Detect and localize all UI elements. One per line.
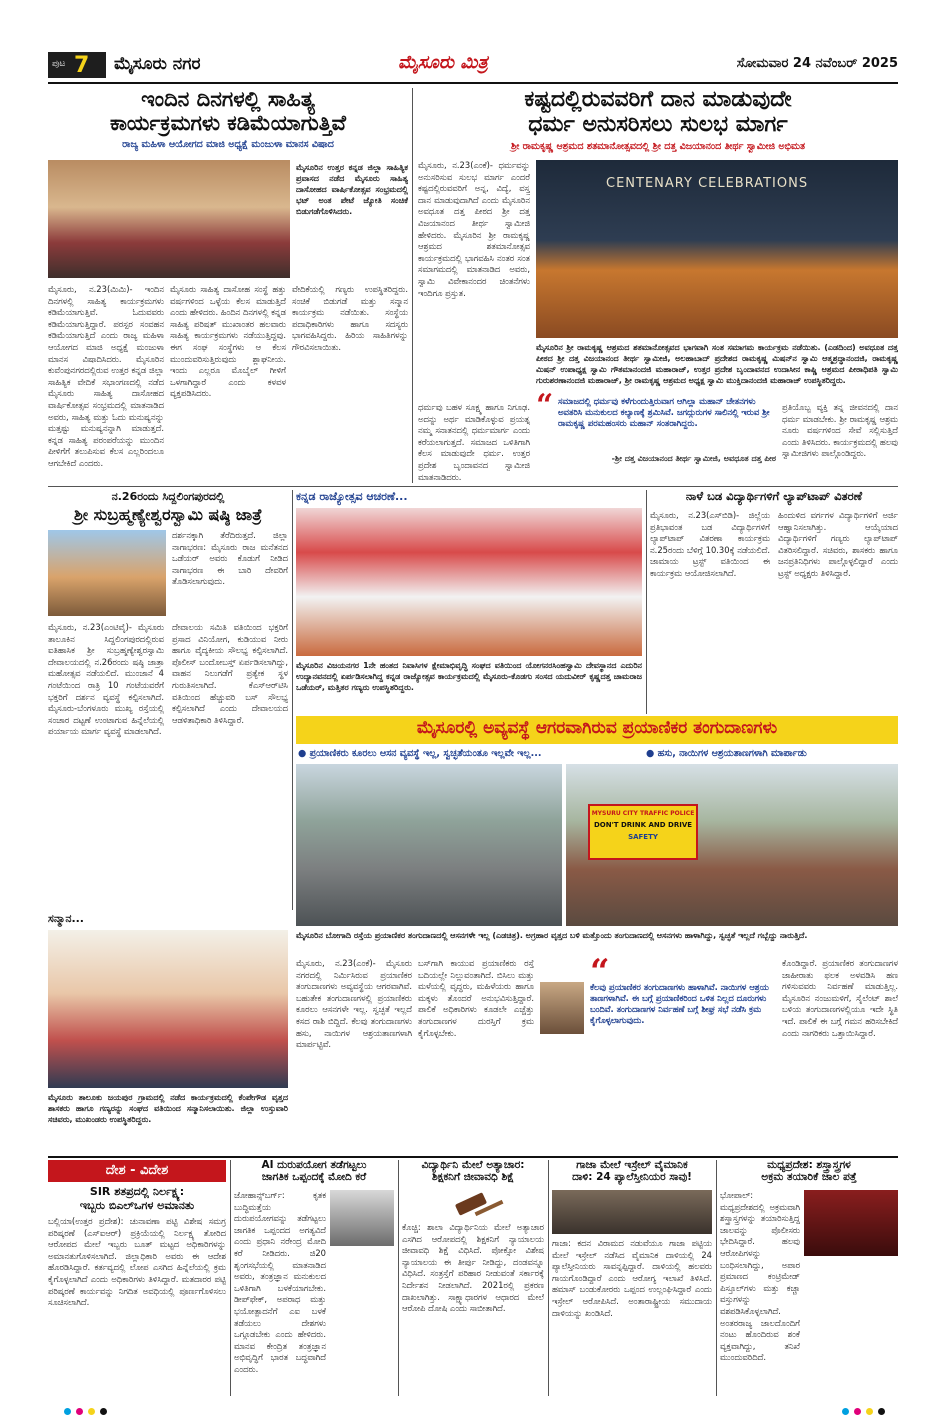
caption-bus-shelters: ಮೈಸೂರಿನ ಬೋಗಾದಿ ರಸ್ತೆಯ ಪ್ರಯಾಣಿಕರ ತಂಗುದಾಣದಲ್ಲಿ ಆಸನಗಳೇ ಇಲ್ಲ (ಎಡಚಿತ್ರ). ಅಗ್ರಹಾರ ವೃತ್ತದ ಬಳಿ ಮತ್ತೊಂದು ತಂಗುದಾಣದಲ್ಲಿ ಆಸನಗಳು ಹಾಳಾಗಿದ್ದು, ಸ್ವಚ್ಛತೆ ಇಲ್ಲದೆ ಗಬ್ಬೆದ್ದು ನಾರುತ್ತಿದೆ. — [296, 931, 808, 940]
sign-traffic-line3: SAFETY — [628, 833, 658, 841]
sign-traffic-police — [588, 804, 698, 860]
caption-felicitation: ಮೈಸೂರು ತಾಲೂಕು ಜಯಪುರ ಗ್ರಾಮದಲ್ಲಿ ನಡೆದ ಕಾರ್ಯಕ್ರಮದಲ್ಲಿ ಕೆಂಪೇಗೌಡ ವೃತ್ತದ ಶಾಸಕರು ಹಾಗೂ ಗಣ್ಯರನ್ನು ಸಂಘದ ವತಿಯಿಂದ ಸನ್ಮಾನಿಸಲಾಯಿತು. ಜಿಲ್ಲಾ ಉಸ್ತುವಾರಿ ಸಚಿವರು, ಮುಖಂಡರು ಉಪಸ್ಥಿತರಿದ್ದರು. — [48, 1093, 288, 1124]
caption-rajyotsava: ಮೈಸೂರಿನ ವಿಜಯನಗರ 1ನೇ ಹಂತದ ನಿವಾಸಿಗಳ ಕ್ಷೇಮಾಭಿವೃದ್ಧಿ ಸಂಘದ ವತಿಯಿಂದ ಯೋಗನರಸಿಂಹಸ್ವಾಮಿ ದೇವಸ್ಥಾನದ ಎದುರಿನ ಉದ್ಯಾನವನದಲ್ಲಿ ಏರ್ಪಡಿಸಲಾಗಿದ್ದ ಕನ್ನಡ ರಾಜ್ಯೋತ್ಸವ ಕಾರ್ಯಕ್ರಮದಲ್ಲಿ ಮೈಸೂರು-ಕೊಡಗು ಸಂಸದ ಯದುವೀರ್ ಕೃಷ್ಣದತ್ತ ಚಾಮರಾಜ ಒಡೆಯರ್, ಮತ್ತಿತರ ಗಣ್ಯರು ಉಪಸ್ಥಿತರಿದ್ದರು. — [296, 661, 642, 692]
gavel-icon — [456, 1194, 506, 1218]
brief-weapons — [720, 1160, 898, 1396]
issue-date: ಸೋಮವಾರ 24 ನವೆಂಬರ್ 2025 — [736, 56, 898, 71]
reg-mark-black — [100, 1408, 107, 1415]
body-temple-left: ಮೈಸೂರು, ನ.23(ಎಂಟಿವೈ)- ಮೈಸೂರು ತಾಲೂಕಿನ ಸಿದ್ದಲಿಂಗಪುರದಲ್ಲಿರುವ ಐತಿಹಾಸಿಕ ಶ್ರೀ ಸುಬ್ರಹ್ಮಣ್ಯೇಶ್ವರಸ್ವಾಮಿ ದೇವಾಲಯದಲ್ಲಿ ನ.26ರಂದು ಷಷ್ಠಿ ಜಾತ್ರಾ ಮಹೋತ್ಸವ ನಡೆಯಲಿದೆ. ಮುಂಜಾನೆ 4 ಗಂಟೆಯಿಂದ ರಾತ್ರಿ 10 ಗಂಟೆಯವರೆಗೆ ಭಕ್ತರಿಗೆ ದರ್ಶನ ವ್ಯವಸ್ಥೆ ಕಲ್ಪಿಸಲಾಗಿದೆ. ಮೈಸೂರು-ಬೆಂಗಳೂರು ಮುಖ್ಯ ರಸ್ತೆಯಲ್ಲಿ ಸಂಚಾರ ದಟ್ಟಣೆ ಉಂಟಾಗುವ ಹಿನ್ನೆಲೆಯಲ್ಲಿ ಪರ್ಯಾಯ ಮಾರ್ಗ ವ್ಯವಸ್ಥೆ ಮಾಡಲಾಗಿದೆ. — [48, 622, 164, 737]
headline-literature-2: ಕಾರ್ಯಕ್ರಮಗಳು ಕಡಿಮೆಯಾಗುತ್ತಿವೆ — [110, 110, 346, 135]
headline-weapons-1: ಮಧ್ಯಪ್ರದೇಶ: ಶಸ್ತ್ರಾಸ್ತ್ರಗಳ — [767, 1160, 851, 1171]
divider-v2 — [292, 490, 293, 910]
kicker-felicitation: ಸನ್ಮಾನ... — [48, 912, 84, 925]
page-label-box — [48, 52, 106, 78]
photo-official — [540, 982, 584, 1034]
body-literature-col3: ವೇದಿಕೆಯಲ್ಲಿ ಗಣ್ಯರು ಉಪಸ್ಥಿತರಿದ್ದರು. ಸಂಚಿಕೆ ಬಿಡುಗಡೆ ಮತ್ತು ಸನ್ಮಾನ ಕಾರ್ಯಕ್ರಮ ನಡೆಯಿತು. ಸಂಸ್ಥೆಯ ಪದಾಧಿಕಾರಿಗಳು ಹಾಗೂ ಸದಸ್ಯರು ಭಾಗವಹಿಸಿದ್ದರು. ಹಿರಿಯ ಸಾಹಿತಿಗಳನ್ನು ಗೌರವಿಸಲಾಯಿತು. — [292, 284, 408, 352]
headline-gaza-1: ಗಾಜಾ ಮೇಲೆ ಇಸ್ರೇಲ್ ವೈಮಾನಿಕ — [576, 1160, 688, 1171]
body-literature-col2: ಮೈಸೂರು ಸಾಹಿತ್ಯ ದಾಸೋಹ ಸಂಸ್ಥೆ ಹತ್ತು ವರ್ಷಗಳಿಂದ ಒಳ್ಳೆಯ ಕೆಲಸ ಮಾಡುತ್ತಿದೆ ಎಂದು ಹೇಳಿದರು. ಹಿಂದಿನ ದಿನಗಳಲ್ಲಿ ಕನ್ನಡ ಸಾಹಿತ್ಯ ಪರಿಷತ್ ಮುಖಾಂತರ ಹಲವಾರು ಸಾಹಿತ್ಯ ಕಾರ್ಯಕ್ರಮಗಳು ನಡೆಯುತ್ತಿದ್ದವು. ಈಗ ಸಂಘ ಸಂಸ್ಥೆಗಳು ಆ ಕೆಲಸ ಮುಂದುವರಿಸುತ್ತಿರುವುದು ಶ್ಲಾಘನೀಯ. ಇಂದು ಎಲ್ಲರೂ ಮೊಬೈಲ್ ಗೀಳಿಗೆ ಒಳಗಾಗಿದ್ದಾರೆ ಎಂದು ಕಳವಳ ವ್ಯಕ್ತಪಡಿಸಿದರು. — [170, 284, 286, 399]
headline-bus-shelters-band — [296, 716, 898, 744]
photo-modi — [330, 1190, 394, 1246]
divider-h1 — [48, 486, 898, 487]
section-title: ಮೈಸೂರು ನಗರ — [114, 54, 201, 74]
masthead — [48, 50, 898, 80]
photo-temple — [48, 530, 166, 616]
headline-ai-1: AI ದುರುಪಯೋಗ ತಡೆಗಟ್ಟಲು — [261, 1160, 367, 1171]
body-bus-col4: ಕೊಂಡಿದ್ದಾರೆ. ಪ್ರಯಾಣಿಕರ ತಂಗುದಾಣಗಳ ಜಾಹೀರಾತು ಫಲಕ ಅಳವಡಿಸಿ ಹಣ ಗಳಿಸುವವರು ನಿರ್ವಹಣೆ ಮಾಡುತ್ತಿಲ್ಲ. ಮೈಸೂರಿನ ನಂಜುಮಳಿಗೆ, ಸೈಲೆಂಟ್ ಶಾಲೆ ಬಳಿಯ ತಂಗುದಾಣಗಳಲ್ಲಿಯೂ ಇದೇ ಸ್ಥಿತಿ ಇದೆ. ಪಾಲಿಕೆ ಈ ಬಗ್ಗೆ ಗಮನ ಹರಿಸಬೇಕಿದೆ ಎಂದು ನಾಗರಿಕರು ಒತ್ತಾಯಿಸಿದ್ದಾರೆ. — [782, 958, 898, 1038]
section-ribbon-box — [48, 1160, 226, 1182]
page-label: ಪುಟ — [52, 59, 66, 69]
body-gaza: ಗಾಜಾ: ಕದನ ವಿರಾಮದ ನಡುವೆಯೂ ಗಾಜಾ ಪಟ್ಟಿಯ ಮೇಲೆ ಇಸ್ರೇಲ್ ನಡೆಸಿದ ವೈಮಾನಿಕ ದಾಳಿಯಲ್ಲಿ 24 ಪ್ಯಾಲೆಸ್ತೀನಿಯರು ಸಾವನ್ನಪ್ಪಿದ್ದಾರೆ. ದಾಳಿಯಲ್ಲಿ ಹಲವರು ಗಾಯಗೊಂಡಿದ್ದಾರೆ ಎಂದು ಆರೋಗ್ಯ ಇಲಾಖೆ ತಿಳಿಸಿದೆ. ಹಮಾಸ್ ಬಂಡುಕೋರರು ಒಪ್ಪಂದ ಉಲ್ಲಂಘಿಸಿದ್ದಾರೆ ಎಂದು ಇಸ್ರೇಲ್ ಆರೋಪಿಸಿದೆ. ಅಂತಾರಾಷ್ಟ್ರೀಯ ಸಮುದಾಯ ದಾಳಿಯನ್ನು ಖಂಡಿಸಿದೆ. — [552, 1238, 712, 1318]
quote-mark-bus-icon: “ — [590, 952, 610, 992]
photo-rajyotsava — [296, 508, 642, 656]
headline-bus-shelters: ಮೈಸೂರಲ್ಲಿ ಅವ್ಯವಸ್ಥೆ ಆಗರವಾಗಿರುವ ಪ್ರಯಾಣಿಕರ ತಂಗುದಾಣಗಳು — [416, 718, 778, 738]
quote-bus-box — [540, 952, 776, 1152]
headline-sir-1: SIR ಶತಪ್ರದಲ್ಲಿ ನಿರ್ಲಕ್ಷ್ಯ: — [89, 1185, 185, 1198]
brief-sir — [48, 1160, 226, 1396]
body-weapons: ಭೋಪಾಲ್: ಮಧ್ಯಪ್ರದೇಶದಲ್ಲಿ ಅಕ್ರಮವಾಗಿ ಶಸ್ತ್ರಾಸ್ತ್ರಗಳನ್ನು ತಯಾರಿಸುತ್ತಿದ್ದ ಜಾಲವನ್ನು ಪೊಲೀಸರು ಭೇದಿಸಿದ್ದಾರೆ. ಹಲವು ಆರೋಪಿಗಳನ್ನು ಬಂಧಿಸಲಾಗಿದ್ದು, ಅಪಾರ ಪ್ರಮಾಣದ ಕಂಟ್ರಿಮೇಡ್ ಪಿಸ್ತೂಲ್‌ಗಳು ಮತ್ತು ಕಚ್ಚಾ ವಸ್ತುಗಳನ್ನು ವಶಪಡಿಸಿಕೊಳ್ಳಲಾಗಿದೆ. ಅಂತರರಾಜ್ಯ ಜಾಲದೊಂದಿಗೆ ನಂಟು ಹೊಂದಿರುವ ಶಂಕೆ ವ್ಯಕ್ತವಾಗಿದ್ದು, ತನಿಖೆ ಮುಂದುವರಿದಿದೆ. — [720, 1190, 800, 1363]
reg-mark-magenta — [76, 1408, 83, 1415]
divider-v5 — [398, 1160, 399, 1396]
body-literature-col1: ಮೈಸೂರು, ನ.23(ಮಿಮಿ)- ಇಂದಿನ ದಿನಗಳಲ್ಲಿ ಸಾಹಿತ್ಯ ಕಾರ್ಯಕ್ರಮಗಳು ಕಡಿಮೆಯಾಗುತ್ತಿವೆ. ಓದುವವರು ಕಡಿಮೆಯಾಗುತ್ತಿದ್ದಾರೆ. ಪರಸ್ಪರ ಸಂವಹನ ಕಡಿಮೆಯಾಗುತ್ತಿದೆ ಎಂದು ರಾಜ್ಯ ಮಹಿಳಾ ಆಯೋಗದ ಮಾಜಿ ಅಧ್ಯಕ್ಷೆ ಮಂಜುಳಾ ಮಾನಸ ವಿಷಾದಿಸಿದರು. ಮೈಸೂರಿನ ಕುವೆಂಪುನಗರದಲ್ಲಿರುವ ಉತ್ತರ ಕನ್ನಡ ಜಿಲ್ಲಾ ಸಾಹಿತ್ಯಿಕ ವೇದಿಕೆ ಸಭಾಂಗಣದಲ್ಲಿ ನಡೆದ ಮೈಸೂರು ಸಾಹಿತ್ಯ ದಾಸೋಹದ ವಾರ್ಷಿಕೋತ್ಸವ ಸಂಭ್ರಮದಲ್ಲಿ ಮಾತನಾಡಿದ ಅವರು, ಸಾಹಿತ್ಯ ಮತ್ತು ಓದು ಮನುಷ್ಯನನ್ನು ಮತ್ತಷ್ಟು ಮನುಷ್ಯನನ್ನಾಗಿ ಮಾಡುತ್ತದೆ. ಕನ್ನಡ ಸಾಹಿತ್ಯ ಪರಂಪರೆಯನ್ನು ಮುಂದಿನ ಪೀಳಿಗೆಗೆ ತಲುಪಿಸುವ ಕೆಲಸ ಎಲ್ಲರಿಂದಲೂ ಆಗಬೇಕಿದೆ ಎಂದರು. — [48, 284, 164, 468]
subhead-bus-1-text: ಪ್ರಯಾಣಿಕರು ಕೂರಲು ಆಸನ ವ್ಯವಸ್ಥೆ ಇಲ್ಲ, ಸ್ವಚ್ಛತೆಯಂತೂ ಇಲ್ಲವೇ ಇಲ್ಲ... — [309, 748, 542, 759]
subhead-bus-2-text: ಹಸು, ನಾಯಿಗಳ ಆಶ್ರಯತಾಣಗಳಾಗಿ ಮಾರ್ಪಾಡು — [657, 748, 807, 759]
story-charity — [418, 88, 898, 483]
body-ai: ಜೋಹಾನ್ಸ್‌ಬರ್ಗ್: ಕೃತಕ ಬುದ್ಧಿಮತ್ತೆಯ ದುರುಪಯೋಗವನ್ನು ತಡೆಗಟ್ಟಲು ಜಾಗತಿಕ ಒಪ್ಪಂದದ ಅಗತ್ಯವಿದೆ ಎಂದು ಪ್ರಧಾನಿ ನರೇಂದ್ರ ಮೋದಿ ಕರೆ ನೀಡಿದರು. ಜಿ20 ಶೃಂಗಸಭೆಯಲ್ಲಿ ಮಾತನಾಡಿದ ಅವರು, ತಂತ್ರಜ್ಞಾನ ಮನುಕುಲದ ಒಳಿತಿಗಾಗಿ ಬಳಕೆಯಾಗಬೇಕು. ಡೀಪ್‌ಫೇಕ್, ಅಪರಾಧ ಮತ್ತು ಭಯೋತ್ಪಾದನೆಗೆ ಎಐ ಬಳಕೆ ತಡೆಯಲು ದೇಶಗಳು ಒಗ್ಗೂಡಬೇಕು ಎಂದು ಹೇಳಿದರು. ಮಾನವ ಕೇಂದ್ರಿತ ತಂತ್ರಜ್ಞಾನ ಅಭಿವೃದ್ಧಿಗೆ ಭಾರತ ಬದ್ಧವಾಗಿದೆ ಎಂದರು. — [234, 1190, 326, 1374]
page-number: 7 — [74, 53, 90, 78]
reg-mark-cyan-2 — [842, 1408, 849, 1415]
headline-laptop: ನಾಳೆ ಬಡ ವಿದ್ಯಾರ್ಥಿಗಳಿಗೆ ಲ್ಯಾಪ್‌ಟಾಪ್ ವಿತರಣೆ — [685, 490, 863, 503]
headline-ai-2: ಜಾಗತಿಕ ಒಪ್ಪಂದಕ್ಕೆ ಮೋದಿ ಕರೆ — [261, 1170, 367, 1183]
quote-charity: ಸಮಾಜದಲ್ಲಿ ಧರ್ಮವು ಕಳೆಗುಂದುತ್ತಿರುವಾಗ ಆಗಿಲ್ಲಾ ಮಹಾನ್ ಚೇತನಗಳು ಅವತರಿಸಿ ಮನುಕುಲದ ಕಲ್ಯಾಣಕ್ಕೆ ಶ್ರಮಿಸಿವೆ. ಜಗದ್ಗುರುಗಳ ಸಾಲಿನಲ್ಲಿ ಇರುವ ಶ್ರೀ ರಾಮಕೃಷ್ಣ ಪರಮಹಂಸರು ಮಹಾನ್ ಸಂತರಾಗಿದ್ದರು. — [558, 396, 770, 428]
section-ribbon: ದೇಶ - ವಿದೇಶ — [105, 1163, 169, 1178]
photo-centenary — [536, 160, 898, 338]
photo-gaza — [552, 1190, 712, 1234]
brief-gaza — [552, 1160, 712, 1396]
caption-centenary: ಮೈಸೂರಿನ ಶ್ರೀ ರಾಮಕೃಷ್ಣ ಆಶ್ರಮದ ಶತಮಾನೋತ್ಸವದ ಭಾಗವಾಗಿ ಸಂತ ಸಮಾಗಮ ಕಾರ್ಯಕ್ರಮ ನಡೆಯಿತು. (ಎಡದಿಂದ) ಅವಧೂತ ದತ್ತ ಪೀಠದ ಶ್ರೀ ದತ್ತ ವಿಜಯಾನಂದ ತೀರ್ಥ ಸ್ವಾಮೀಜಿ, ಅಲಹಾಬಾದ್ ಪ್ರದೇಶದ ರಾಮಕೃಷ್ಣ ಮಿಷನ್‌ನ ಸ್ವಾಮಿ ಆತ್ಮಶ್ರದ್ಧಾನಂದಜಿ, ರಾಮಕೃಷ್ಣ ಮಿಷನ್ ಉಪಾಧ್ಯಕ್ಷ ಸ್ವಾಮಿ ಗೌತಮಾನಂದಜಿ ಮಹಾರಾಜ್, ಉತ್ತರ ಪ್ರದೇಶ ಬೃಂದಾವನದ ಉದಾಸೀನ ಕಾಷ್ಣಿ ಆಶ್ರಮದ ಪೀಠಾಧಿಪತಿ ಸ್ವಾಮಿ ಗುರುಶರಣಾನಂದಜಿ ಮಹಾರಾಜ್, ಶ್ರೀ ರಾಮಕೃಷ್ಣ ಆಶ್ರಮದ ಅಧ್ಯಕ್ಷ ಸ್ವಾಮಿ ಮುಕ್ತಿದಾನಂದಜಿ ಮಹಾರಾಜ್ ಉಪಸ್ಥಿತರಿದ್ದರು. — [536, 343, 898, 385]
body-charity-bottom-2: ಪ್ರತಿಯೊಬ್ಬ ವ್ಯಕ್ತಿ ತನ್ನ ಜೀವನದಲ್ಲಿ ದಾನ ಧರ್ಮ ಮಾಡಬೇಕು. ಶ್ರೀ ರಾಮಕೃಷ್ಣ ಆಶ್ರಮ ನೂರು ವರ್ಷಗಳಿಂದ ಸೇವೆ ಸಲ್ಲಿಸುತ್ತಿದೆ ಎಂದು ತಿಳಿಸಿದರು. ಕಾರ್ಯಕ್ರಮದಲ್ಲಿ ಹಲವು ಸ್ವಾಮೀಜಿಗಳು ಪಾಲ್ಗೊಂಡಿದ್ದರು. — [782, 402, 898, 459]
reg-mark-yellow-2 — [866, 1408, 873, 1415]
headline-sir-2: ಇಬ್ಬರು ಬಿಎಲ್‌ಒಗಳ ಅಮಾನತು — [79, 1199, 195, 1212]
divider-v6 — [548, 1160, 549, 1396]
subhead-bus-shelters-1: ● ಪ್ರಯಾಣಿಕರು ಕೂರಲು ಆಸನ ವ್ಯವಸ್ಥೆ ಇಲ್ಲ, ಸ್ವಚ್ಛತೆಯಂತೂ ಇಲ್ಲವೇ ಇಲ್ಲ... — [298, 748, 542, 759]
body-sir: ಬಲ್ಲಿಯಾ(ಉತ್ತರ ಪ್ರದೇಶ): ಚುನಾವಣಾ ಪಟ್ಟಿ ವಿಶೇಷ ಸಮಗ್ರ ಪರಿಷ್ಕರಣೆ (ಎಸ್‌ಐಆರ್) ಪ್ರಕ್ರಿಯೆಯಲ್ಲಿ ನಿರ್ಲಕ್ಷ್ಯ ತೋರಿದ ಆರೋಪದ ಮೇಲೆ ಇಬ್ಬರು ಬೂತ್ ಮಟ್ಟದ ಅಧಿಕಾರಿಗಳನ್ನು ಅಮಾನತುಗೊಳಿಸಲಾಗಿದೆ. ಜಿಲ್ಲಾಧಿಕಾರಿ ಅವರು ಈ ಆದೇಶ ಹೊರಡಿಸಿದ್ದಾರೆ. ಕರ್ತವ್ಯದಲ್ಲಿ ಲೋಪ ಎಸಗಿದ ಹಿನ್ನೆಲೆಯಲ್ಲಿ ಕ್ರಮ ಕೈಗೊಳ್ಳಲಾಗಿದೆ ಎಂದು ಅಧಿಕಾರಿಗಳು ತಿಳಿಸಿದ್ದಾರೆ. ಮತದಾರರ ಪಟ್ಟಿ ಪರಿಷ್ಕರಣೆ ಕಾರ್ಯವನ್ನು ನಿಗದಿತ ಅವಧಿಯಲ್ಲಿ ಪೂರ್ಣಗೊಳಿಸಲು ಸೂಚಿಸಲಾಗಿದೆ. — [48, 1216, 226, 1308]
story-felicitation — [48, 912, 288, 1152]
sign-traffic-line2: DON'T DRINK AND DRIVE — [593, 821, 693, 829]
divider-h2 — [48, 1156, 898, 1158]
headline-temple: ಶ್ರೀ ಸುಬ್ರಹ್ಮಣ್ಯೇಶ್ವರಸ್ವಾಮಿ ಷಷ್ಠಿ ಜಾತ್ರೆ — [74, 505, 262, 524]
divider-v3 — [646, 490, 647, 714]
body-temple-mid: ದೇವಾಲಯ ಸಮಿತಿ ವತಿಯಿಂದ ಭಕ್ತರಿಗೆ ಪ್ರಸಾದ ವಿನಿಯೋಗ, ಕುಡಿಯುವ ನೀರು ಹಾಗೂ ವೈದ್ಯಕೀಯ ಸೌಲಭ್ಯ ಕಲ್ಪಿಸಲಾಗಿದೆ. ಪೊಲೀಸ್ ಬಂದೋಬಸ್ತ್ ಏರ್ಪಡಿಸಲಾಗಿದ್ದು, ವಾಹನ ನಿಲುಗಡೆಗೆ ಪ್ರತ್ಯೇಕ ಸ್ಥಳ ಗುರುತಿಸಲಾಗಿದೆ. ಕೆಎಸ್‌ಆರ್‌ಟಿಸಿ ವತಿಯಿಂದ ಹೆಚ್ಚುವರಿ ಬಸ್ ಸೌಲಭ್ಯ ಕಲ್ಪಿಸಲಾಗಿದೆ ಎಂದು ದೇವಾಲಯದ ಆಡಳಿತಾಧಿಕಾರಿ ತಿಳಿಸಿದ್ದಾರೆ. — [172, 622, 288, 725]
story-bus-shelters — [296, 716, 898, 1152]
reg-mark-magenta-2 — [854, 1408, 861, 1415]
masthead-rule — [48, 82, 898, 84]
reg-mark-cyan — [64, 1408, 71, 1415]
photo-book-release — [48, 160, 290, 278]
brief-court — [402, 1160, 544, 1396]
subhead-literature: ರಾಜ್ಯ ಮಹಿಳಾ ಆಯೋಗದ ಮಾಜಿ ಅಧ್ಯಕ್ಷೆ ಮಂಜುಳಾ ಮಾನಸ ವಿಷಾದ — [122, 139, 334, 151]
headline-charity-1: ಕಷ್ಟದಲ್ಲಿರುವವರಿಗೆ ದಾನ ಮಾಡುವುದೇ — [524, 88, 792, 112]
headline-court-1: ವಿದ್ಯಾರ್ಥಿನಿ ಮೇಲೆ ಅತ್ಯಾಚಾರ: — [421, 1160, 525, 1171]
quote-bus: ಕೆಲವು ಪ್ರಯಾಣಿಕರ ತಂಗುದಾಣಗಳು ಹಾಳಾಗಿವೆ. ನಾಯಿಗಳ ಆಶ್ರಯ ತಾಣಗಳಾಗಿವೆ. ಈ ಬಗ್ಗೆ ಪ್ರಯಾಣಿಕರಿಂದ ಒಳಿತ ನಿಲ್ಲದ ದೂರುಗಳು ಬಂದಿವೆ. ತಂಗುದಾಣಗಳ ನಿರ್ವಹಣೆ ಬಗ್ಗೆ ಶೀಘ್ರ ಸಭೆ ನಡೆಸಿ ಕ್ರಮ ಕೈಗೊಳ್ಳಲಾಗುವುದು. — [590, 982, 769, 1025]
body-laptop-col1: ಮೈಸೂರು, ನ.23(ಎಸ್‌ಬಿಡಿ)- ಜಿಲ್ಲೆಯ ಪ್ರತಿಭಾವಂತ ಬಡ ವಿದ್ಯಾರ್ಥಿಗಳಿಗೆ ಲ್ಯಾಪ್‌ಟಾಪ್ ವಿತರಣಾ ಕಾರ್ಯಕ್ರಮ ನ.25ರಂದು ಬೆಳಿಗ್ಗೆ 10.30ಕ್ಕೆ ನಡೆಯಲಿದೆ. ಜಾಮಾಯ ಟ್ರಸ್ಟ್ ವತಿಯಿಂದ ಈ ಕಾರ್ಯಕ್ರಮ ಆಯೋಜಿಸಲಾಗಿದೆ. — [650, 510, 770, 578]
headline-charity-2: ಧರ್ಮ ಅನುಸರಿಸಲು ಸುಲಭ ಮಾರ್ಗ — [528, 111, 788, 137]
body-laptop-col2: ಹಿಂದುಳಿದ ವರ್ಗಗಳ ವಿದ್ಯಾರ್ಥಿಗಳಿಗೆ ಅರ್ಜಿ ಆಹ್ವಾನಿಸಲಾಗಿತ್ತು. ಆಯ್ಕೆಯಾದ ವಿದ್ಯಾರ್ಥಿಗಳಿಗೆ ಗಣ್ಯರು ಲ್ಯಾಪ್‌ಟಾಪ್ ವಿತರಿಸಲಿದ್ದಾರೆ. ಸಚಿವರು, ಶಾಸಕರು ಹಾಗೂ ಜನಪ್ರತಿನಿಧಿಗಳು ಪಾಲ್ಗೊಳ್ಳಲಿದ್ದಾರೆ ಎಂದು ಟ್ರಸ್ಟ್ ಅಧ್ಯಕ್ಷರು ತಿಳಿಸಿದ್ದಾರೆ. — [778, 510, 898, 578]
body-court: ಕೊಚ್ಚಿ: ಶಾಲಾ ವಿದ್ಯಾರ್ಥಿನಿಯ ಮೇಲೆ ಅತ್ಯಾಚಾರ ಎಸಗಿದ ಆರೋಪದಲ್ಲಿ ಶಿಕ್ಷಕನಿಗೆ ನ್ಯಾಯಾಲಯ ಜೀವಾವಧಿ ಶಿಕ್ಷೆ ವಿಧಿಸಿದೆ. ಪೋಕ್ಸೋ ವಿಶೇಷ ನ್ಯಾಯಾಲಯ ಈ ತೀರ್ಪು ನೀಡಿದ್ದು, ದಂಡವನ್ನೂ ವಿಧಿಸಿದೆ. ಸಂತ್ರಸ್ತೆಗೆ ಪರಿಹಾರ ನೀಡುವಂತೆ ಸರ್ಕಾರಕ್ಕೆ ನಿರ್ದೇಶನ ನೀಡಲಾಗಿದೆ. 2021ರಲ್ಲಿ ಪ್ರಕರಣ ದಾಖಲಾಗಿತ್ತು. ಸಾಕ್ಷ್ಯಾಧಾರಗಳ ಆಧಾರದ ಮೇಲೆ ಆರೋಪಿ ದೋಷಿ ಎಂದು ಸಾಬೀತಾಗಿದೆ. — [402, 1222, 544, 1314]
headline-weapons-2: ಅಕ್ರಮ ತಯಾರಿಕೆ ಜಾಲ ಪತ್ತೆ — [761, 1170, 857, 1183]
photo-weapons — [804, 1190, 898, 1256]
body-bus-col1: ಮೈಸೂರು, ನ.23(ಎಂಕೆ)- ಮೈಸೂರು ನಗರದಲ್ಲಿ ನಿರ್ಮಿಸಿರುವ ಪ್ರಯಾಣಿಕರ ತಂಗುದಾಣಗಳು ಅವ್ಯವಸ್ಥೆಯ ಆಗರವಾಗಿವೆ. ಬಹುತೇಕ ತಂಗುದಾಣಗಳಲ್ಲಿ ಪ್ರಯಾಣಿಕರು ಕೂರಲು ಆಸನಗಳೇ ಇಲ್ಲ. ಸ್ವಚ್ಛತೆ ಇಲ್ಲದೆ ಕಸದ ರಾಶಿ ಬಿದ್ದಿದೆ. ಕೆಲವು ತಂಗುದಾಣಗಳು ಹಸು, ನಾಯಿಗಳ ಆಶ್ರಯತಾಣಗಳಾಗಿ ಮಾರ್ಪಟ್ಟಿವೆ. — [296, 958, 412, 1050]
quote-charity-box — [536, 388, 776, 454]
caption-book-release: ಮೈಸೂರಿನ ಉತ್ತರ ಕನ್ನಡ ಜಿಲ್ಲಾ ಸಾಹಿತ್ಯಿಕ ಪ್ರವಾಸದ ನಡೆದ ಮೈಸೂರು ಸಾಹಿತ್ಯ ದಾಸೋಹದ ವಾರ್ಷಿಕೋತ್ಸವ ಸಂಭ್ರಮದಲ್ಲಿ ಭಟ್ ಅಂತ ಪೇಟೆ ಜ್ಯೋತಿ ಸಂಚಿಕೆ ಬಿಡುಗಡೆಗೊಳಿಸಿದರು. — [296, 163, 408, 216]
body-temple-right: ದರ್ಶನಕ್ಕಾಗಿ ತೆರೆದಿರುತ್ತದೆ. ಜಿಲ್ಲಾ ನಾಗಾಭರಣ: ಮೈಸೂರು ರಾಜ ಮನೆತನದ ಒಡೆಯರ್ ಅವರು ಕೊಡುಗೆ ನೀಡಿದ ನಾಗಾಭರಣ ಈ ಬಾರಿ ದೇವರಿಗೆ ತೊಡಿಸಲಾಗುವುದು. — [172, 530, 288, 587]
photo-shelter-road — [296, 764, 562, 926]
story-literature — [48, 88, 408, 483]
kicker-rajyotsava: ಕನ್ನಡ ರಾಜ್ಯೋತ್ಸವ ಆಚರಣೆ... — [296, 490, 408, 503]
quote-mark-icon: “ — [536, 388, 554, 423]
story-laptop — [650, 490, 898, 714]
body-bus-col2: ಬಸ್‌ಗಾಗಿ ಕಾಯುವ ಪ್ರಯಾಣಿಕರು ರಸ್ತೆ ಬದಿಯಲ್ಲೇ ನಿಲ್ಲುವಂತಾಗಿದೆ. ಬಿಸಿಲು ಮತ್ತು ಮಳೆಯಲ್ಲಿ ವೃದ್ಧರು, ಮಹಿಳೆಯರು ಹಾಗೂ ಮಕ್ಕಳು ತೊಂದರೆ ಅನುಭವಿಸುತ್ತಿದ್ದಾರೆ. ಪಾಲಿಕೆ ಅಧಿಕಾರಿಗಳು ಕೂಡಲೇ ಎಚ್ಚೆತ್ತು ತಂಗುದಾಣಗಳ ದುರಸ್ತಿಗೆ ಕ್ರಮ ಕೈಗೊಳ್ಳಬೇಕು. — [418, 958, 534, 1038]
story-rajyotsava — [296, 490, 642, 714]
kicker-temple: ನ.26ರಂದು ಸಿದ್ದಲಿಂಗಪುರದಲ್ಲಿ — [111, 490, 225, 503]
headline-court-2: ಶಿಕ್ಷಕನಿಗೆ ಜೀವಾವಧಿ ಶಿಕ್ಷೆ — [432, 1170, 514, 1183]
brief-ai — [234, 1160, 394, 1396]
photo-shelter-broken — [566, 764, 898, 926]
body-charity-left: ಮೈಸೂರು, ನ.23(ಎಂಕೆ)- ಧರ್ಮವನ್ನು ಅನುಸರಿಸುವ ಸುಲಭ ಮಾರ್ಗ ಎಂದರೆ ಕಷ್ಟದಲ್ಲಿರುವವರಿಗೆ ಅನ್ನ, ವಿದ್ಯೆ, ವಸ್ತ್ರ ದಾನ ಮಾಡುವುದಾಗಿದೆ ಎಂದು ಮೈಸೂರಿನ ಅವಧೂತ ದತ್ತ ಪೀಠದ ಶ್ರೀ ದತ್ತ ವಿಜಯಾನಂದ ತೀರ್ಥ ಸ್ವಾಮೀಜಿ ಹೇಳಿದರು. ಮೈಸೂರಿನ ಶ್ರೀ ರಾಮಕೃಷ್ಣ ಆಶ್ರಮದ ಶತಮಾನೋತ್ಸವ ಕಾರ್ಯಕ್ರಮದಲ್ಲಿ ಭಾಗವಹಿಸಿ ನಂತರ ಸಂತ ಸಮಾಗಮದಲ್ಲಿ ಮಾತನಾಡಿದ ಅವರು, ಸ್ವಾಮಿ ವಿವೇಕಾನಂದರ ಚಿಂತನೆಗಳು ಇಂದಿಗೂ ಪ್ರಸ್ತುತ. — [418, 160, 530, 298]
headline-literature-1: ಇಂದಿನ ದಿನಗಳಲ್ಲಿ ಸಾಹಿತ್ಯ — [141, 88, 315, 111]
reg-mark-black-2 — [878, 1408, 885, 1415]
quote-attribution: -ಶ್ರೀ ದತ್ತ ವಿಜಯಾನಂದ ತೀರ್ಥ ಸ್ವಾಮೀಜಿ, ಅವಧೂತ ದತ್ತ ಪೀಠ — [611, 454, 776, 463]
photo-felicitation — [48, 930, 288, 1088]
divider-v4 — [230, 1160, 231, 1396]
subhead-bus-shelters-2: ● ಹಸು, ನಾಯಿಗಳ ಆಶ್ರಯತಾಣಗಳಾಗಿ ಮಾರ್ಪಾಡು — [646, 748, 807, 759]
divider-v7 — [716, 1160, 717, 1396]
divider-v1 — [412, 88, 413, 483]
headline-gaza-2: ದಾಳಿ: 24 ಪ್ಯಾಲೆಸ್ತೀನಿಯರ ಸಾವು! — [572, 1170, 692, 1183]
paper-name: ಮೈಸೂರು ಮಿತ್ರ — [398, 52, 488, 73]
story-temple-fair — [48, 490, 288, 910]
subhead-charity: ಶ್ರೀ ರಾಮಕೃಷ್ಣ ಆಶ್ರಮದ ಶತಮಾನೋತ್ಸವದಲ್ಲಿ ಶ್ರೀ ದತ್ತ ವಿಜಯಾನಂದ ತೀರ್ಥ ಸ್ವಾಮೀಜಿ ಅಭಿಮತ — [510, 141, 806, 153]
photo-banner-text: CENTENARY CELEBRATIONS — [606, 176, 809, 191]
body-charity-bottom-1: ಧರ್ಮವು ಬಹಳ ಸೂಕ್ಷ್ಮ ಹಾಗೂ ನಿಗೂಢ. ಅದನ್ನು ಅರ್ಥ ಮಾಡಿಕೊಳ್ಳುವ ಪ್ರಯತ್ನ ನಮ್ಮ ಸನಾತನದಲ್ಲಿ ಧರ್ಮಮಾರ್ಗ ಎಂದು ಕರೆಯಲಾಗುತ್ತದೆ. ಸಮಾಜದ ಒಳಿತಿಗಾಗಿ ಕೆಲಸ ಮಾಡುವುದೇ ಧರ್ಮ. ಉತ್ತರ ಪ್ರದೇಶ ಬೃಂದಾವನದ ಸ್ವಾಮೀಜಿ ಮಾತನಾಡಿದರು. — [418, 402, 530, 482]
sign-traffic-line1: MYSURU CITY TRAFFIC POLICE — [591, 810, 695, 817]
reg-mark-yellow — [88, 1408, 95, 1415]
